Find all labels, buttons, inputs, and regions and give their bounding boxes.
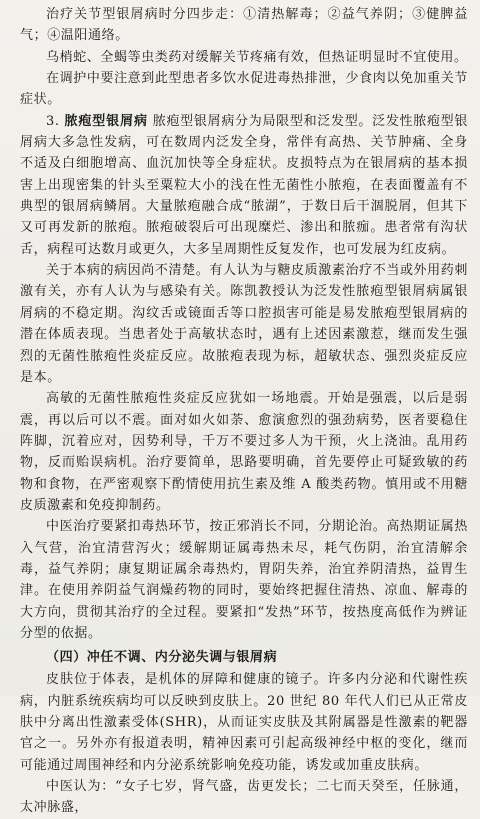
paragraph-earthquake-analogy: 高敏的无菌性脓疱性炎症反应犹如一场地震。开始是强震，以后是弱震，再以后可以不震。面对如火如荼、愈演愈烈的强劲病势，医者要稳住阵脚，沉着应对，因势利导，千万不要过多人为干预，火上浇油。乱用药物，反而贻误病机。治疗要简单，思路要明确，首先要停止可疑致敏的药物和食物，在严密观察下酌情使用抗生素及维 A 酸类药物。慎用或不用糖皮质激素和免疫抑制药。 xyxy=(20,391,468,513)
paragraph-insect-drugs: 乌梢蛇、全蝎等虫类药对缓解关节疼痛有效，但热证明显时不宜使用。 xyxy=(46,49,468,65)
paragraph-pustular-psoriasis xyxy=(20,111,468,260)
paragraph-etiology: 关于本病的病因尚不清楚。有人认为与糖皮质激素治疗不当或外用药刺激有关，亦有人认为与感染有关。陈凯教授认为泛发性脓疱型银屑病属银屑病的不稳定期。沟纹舌或镜面舌等口腔损害可能是易发脓疱型银屑病的潜在体质表现。当患者处于高敏状态时，遇有上述因素激惹，继而发生强烈的无菌性脓疱性炎症反应。故脓疱表现为标，超敏状态、强烈炎症反应是本。 xyxy=(20,263,468,385)
section-body: 脓疱型银屑病分为局限型和泛发型。泛发性脓疱型银屑病大多急性发病，可在数周内泛发全身，常伴有高热、关节肿痛、全身不适及白细胞增高、血沉加快等全身症状。皮损特点为在银屑病的基本损害上出现密集的针头至粟粒大小的浅在性无菌性小脓疱，在表面覆盖有不典型的银屑病鳞屑。大量脓疱融合成“脓湖”，于数日后干涸脱屑，但其下又可再发新的脓疱。脓疱破裂后可出现糜烂、渗出和脓痂。患者常有沟状舌，病程可达数月或更久，大多呈周期性反复发作，也可发展为红皮病。 xyxy=(20,113,468,257)
paragraph-tcm-view: 中医认为：“女子七岁，肾气盛，齿更发长；二七而天癸至，任脉通，太冲脉盛， xyxy=(20,779,468,816)
paragraph-care-advice: 在调护中要注意到此型患者多饮水促进毒热排泄，少食肉以免加重关节症状。 xyxy=(20,71,468,108)
section-heading: （四）冲任不调、内分泌失调与银屑病 xyxy=(46,650,278,666)
paragraph-skin-endocrine: 皮肤位于体表，是机体的屏障和健康的镜子。许多内分泌和代谢性疾病，内脏系统疾病均可以反映到皮肤上。20 世纪 80 年代人们已从正常皮肤中分离出性激素受体(SHR)，从而证实皮肤及其附属器是性激素的靶器官之一。另外亦有报道表明，精神因素可引起高级神经中枢的变化，继而可能通过周围神经和内分泌系统影响免疫功能，诱发或加重皮肤病。 xyxy=(20,672,468,773)
section-subtitle: 脓疱型银屑病 xyxy=(64,113,148,129)
paragraph-tcm-treatment: 中医治疗要紧扣毒热环节，按正邪消长不同，分期论治。高热期证属热入气营，治宜清营泻火；缓解期证属毒热未尽，耗气伤阴，治宜清解余毒，益气养阴；康复期证属余毒热灼，胃阴失养，治宜养阴清热，益胃生津。在使用养阴益气润燥药物的同时，要始终把握住清热、凉血、解毒的大方向，贯彻其治疗的全过程。要紧扣“发热”环节，按热度高低作为辨证分型的依据。 xyxy=(20,519,468,641)
section-number: 3. xyxy=(46,113,60,129)
paragraph-four-steps: 治疗关节型银屑病时分四步走：①清热解毒；②益气养阴；③健脾益气；④温阳通络。 xyxy=(20,7,468,44)
